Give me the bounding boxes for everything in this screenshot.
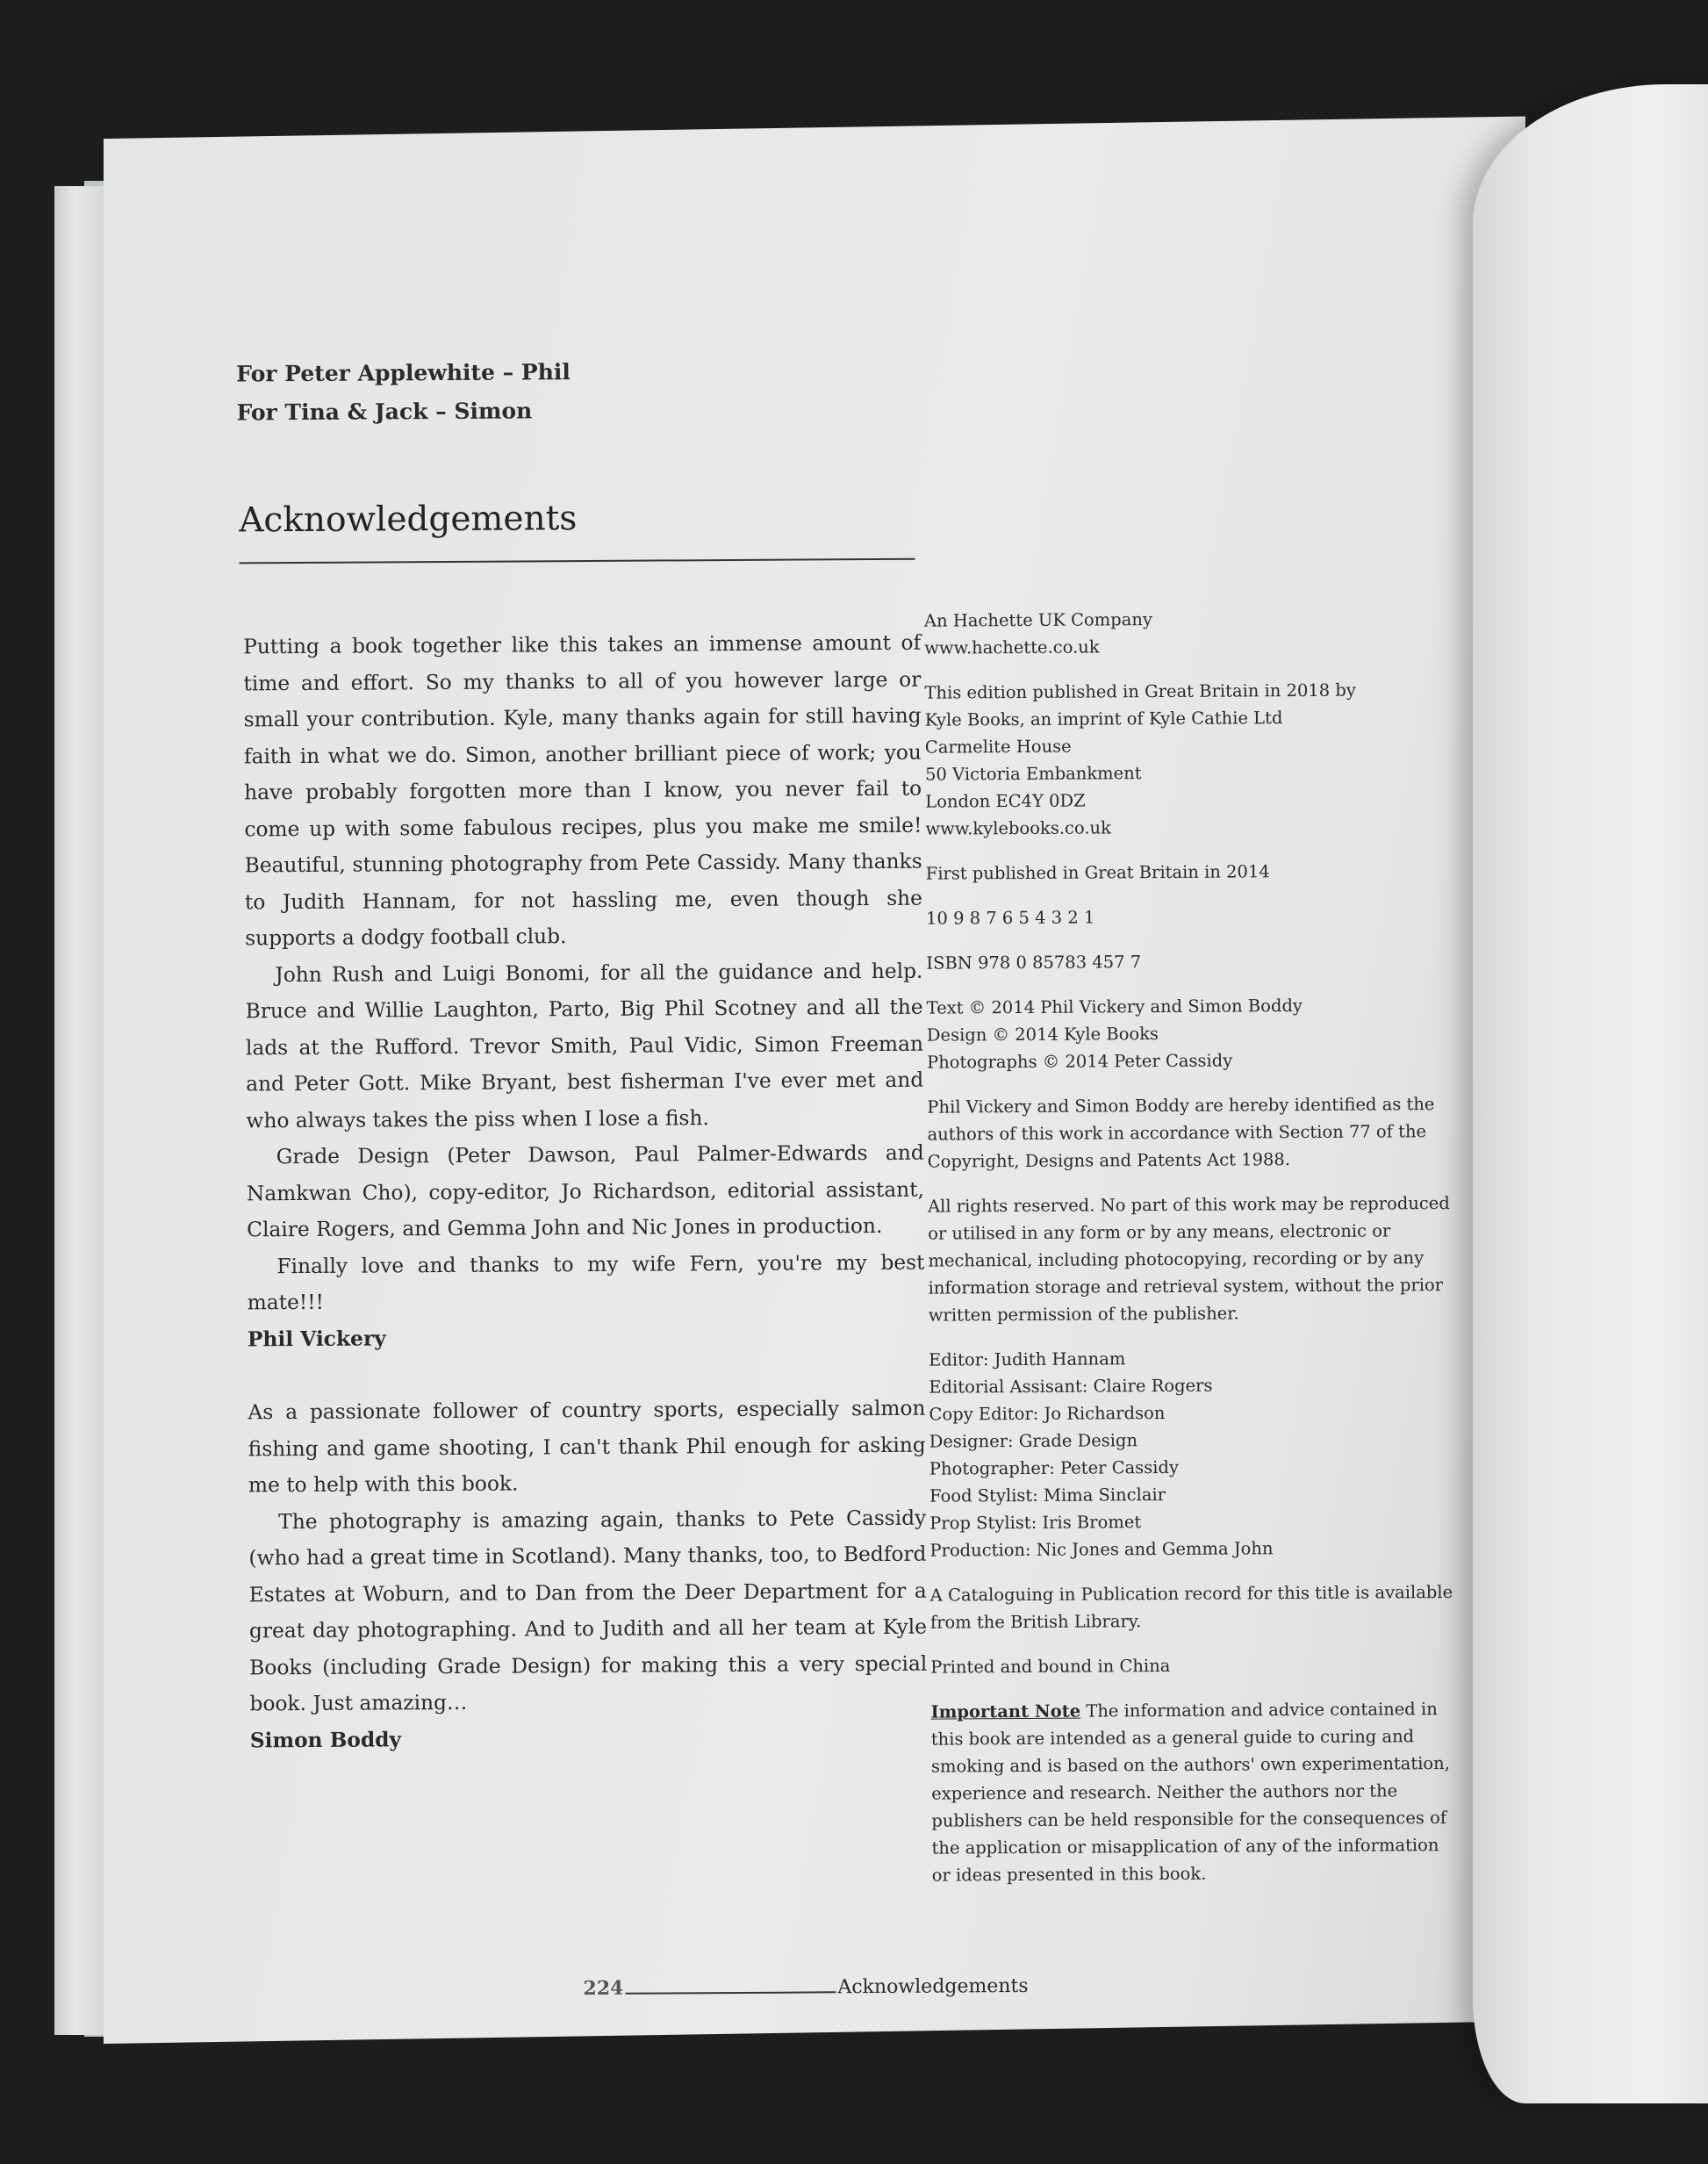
simon-signature: Simon Boddy <box>249 1727 402 1752</box>
simon-paragraph: The photography is amazing again, thanks to Pete Cassidy (who had a great time in Scotland). Many thanks, too, to Bedford Estates at Woburn, and to Dan from the Deer Department for a great day photographing. And to Judith and all her team at Kyle Books (including Grade Design) for making this a very special book. Just amazing… <box>248 1506 928 1716</box>
phil-signature: Phil Vickery <box>247 1326 386 1351</box>
credit-line: Editor: Judith Hannam <box>929 1348 1126 1370</box>
important-note <box>930 1695 1458 1889</box>
copyright-line: Design © 2014 Kyle Books <box>926 1024 1159 1046</box>
credit-line: Editorial Assisant: Claire Rogers <box>929 1375 1213 1398</box>
phil-paragraph: Grade Design (Peter Dawson, Paul Palmer-Edwards and Namkwan Cho), copy-editor, Jo Richardson, editorial assistant, Claire Rogers, and Gemma John and Nic Jones in production. <box>246 1140 925 1242</box>
acknowledgements-text <box>243 625 928 1759</box>
phil-paragraph: Putting a book together like this takes an immense amount of time and effort. So my thanks to all of you however large or small your contribution. Kyle, many thanks again for still having faith in what we do. Simon, another brilliant piece of work; you have probably forgotten more than I know, you never fail to come up with some fabulous recipes, plus you make me smile! Beautiful, stunning photography from Pete Cassidy. Many thanks to Judith Hannam, for not hassling me, even though she supports a dodgy football club. <box>243 630 923 951</box>
credit-line: Food Stylist: Mima Sinclair <box>929 1485 1166 1506</box>
phil-paragraph: Finally love and thanks to my wife Fern, you're my best mate!!! <box>247 1250 925 1315</box>
copyright-line: Text © 2014 Phil Vickery and Simon Boddy <box>926 996 1303 1018</box>
dedication-line: For Tina & Jack – Simon <box>236 398 533 426</box>
dedication-line: For Peter Applewhite – Phil <box>236 359 571 387</box>
copyright-info <box>927 991 1454 1076</box>
credit-line: Copy Editor: Jo Richardson <box>929 1403 1166 1425</box>
footer-section: Acknowledgements <box>837 1974 1029 1999</box>
page-title: Acknowledgements <box>239 499 578 541</box>
important-note-label: Important Note <box>930 1700 1081 1722</box>
imprint-line: An Hachette UK Company <box>923 609 1152 631</box>
imprint-line: This edition published in Great Britain in 2018 by <box>924 679 1356 703</box>
spacer <box>248 1354 925 1395</box>
imprint-line: Kyle Books, an imprint of Kyle Cathie Ltd <box>924 708 1283 730</box>
imprint-column <box>924 604 1459 1907</box>
first-published: First published in Great Britain in 2014 <box>925 861 1270 884</box>
print-line: 10 9 8 7 6 5 4 3 2 1 <box>925 907 1095 929</box>
footer-rule <box>625 1991 836 1994</box>
page-number: 224 <box>583 1976 624 2001</box>
simon-paragraph: As a passionate follower of country sports, especially salmon fishing and game shooting, I can't thank Phil enough for asking me to help with this book. <box>248 1396 926 1498</box>
imprint-line: www.kylebooks.co.uk <box>925 817 1111 839</box>
credit-line: Production: Nic Jones and Gemma John <box>929 1538 1274 1561</box>
imprint-line: www.hachette.co.uk <box>924 636 1100 658</box>
printed-in: Printed and bound in China <box>930 1655 1171 1678</box>
isbn: ISBN 978 0 85783 457 7 <box>926 952 1142 974</box>
publisher-company <box>924 604 1451 662</box>
copyright-line: Photographs © 2014 Peter Cassidy <box>926 1050 1233 1073</box>
credit-line: Prop Stylist: Iris Bromet <box>929 1512 1142 1534</box>
page-footer <box>583 1974 1028 2000</box>
rights-statement: All rights reserved. No part of this work may be reproduced or utilised in any form or by any means, electronic or mechanical, including photocopying, recording or by any information storage and retrieval system, without the prior written permission of the publisher. <box>927 1193 1450 1326</box>
cip-statement: A Cataloguing in Publication record for this title is available from the British Library. <box>929 1582 1453 1633</box>
dedication <box>236 353 571 432</box>
phil-paragraph: John Rush and Luigi Bonomi, for all the guidance and help. Bruce and Willie Laughton, Parto, Big Phil Scotney and all the lads at the Rufford. Trevor Smith, Paul Vidic, Simon Freeman and Peter Gott. Mike Bryant, best fisherman I've ever met and who always takes the piss when I lose a fish. <box>245 959 924 1132</box>
authors-statement: Phil Vickery and Simon Boddy are hereby identified as the authors of this work in accordance with Section 77 of the Copyright, Designs and Patents Act 1988. <box>927 1094 1435 1172</box>
edition-info <box>924 676 1452 843</box>
imprint-line: London EC4Y 0DZ <box>925 790 1086 812</box>
credits-list <box>929 1343 1457 1564</box>
credit-line: Designer: Grade Design <box>929 1430 1138 1452</box>
credit-line: Photographer: Peter Cassidy <box>929 1456 1180 1479</box>
imprint-line: Carmelite House <box>924 736 1072 758</box>
imprint-line: 50 Victoria Embankment <box>924 763 1142 785</box>
important-note-text: The information and advice contained in this book are intended as a general guide to curing and smoking and is based on the authors' own experimentation, experience and research. Neither the authors nor the publishers can be held responsible for the consequences of the application or misapplication of any of the information or ideas presented in this book. <box>930 1699 1450 1886</box>
heading-rule <box>240 558 915 564</box>
